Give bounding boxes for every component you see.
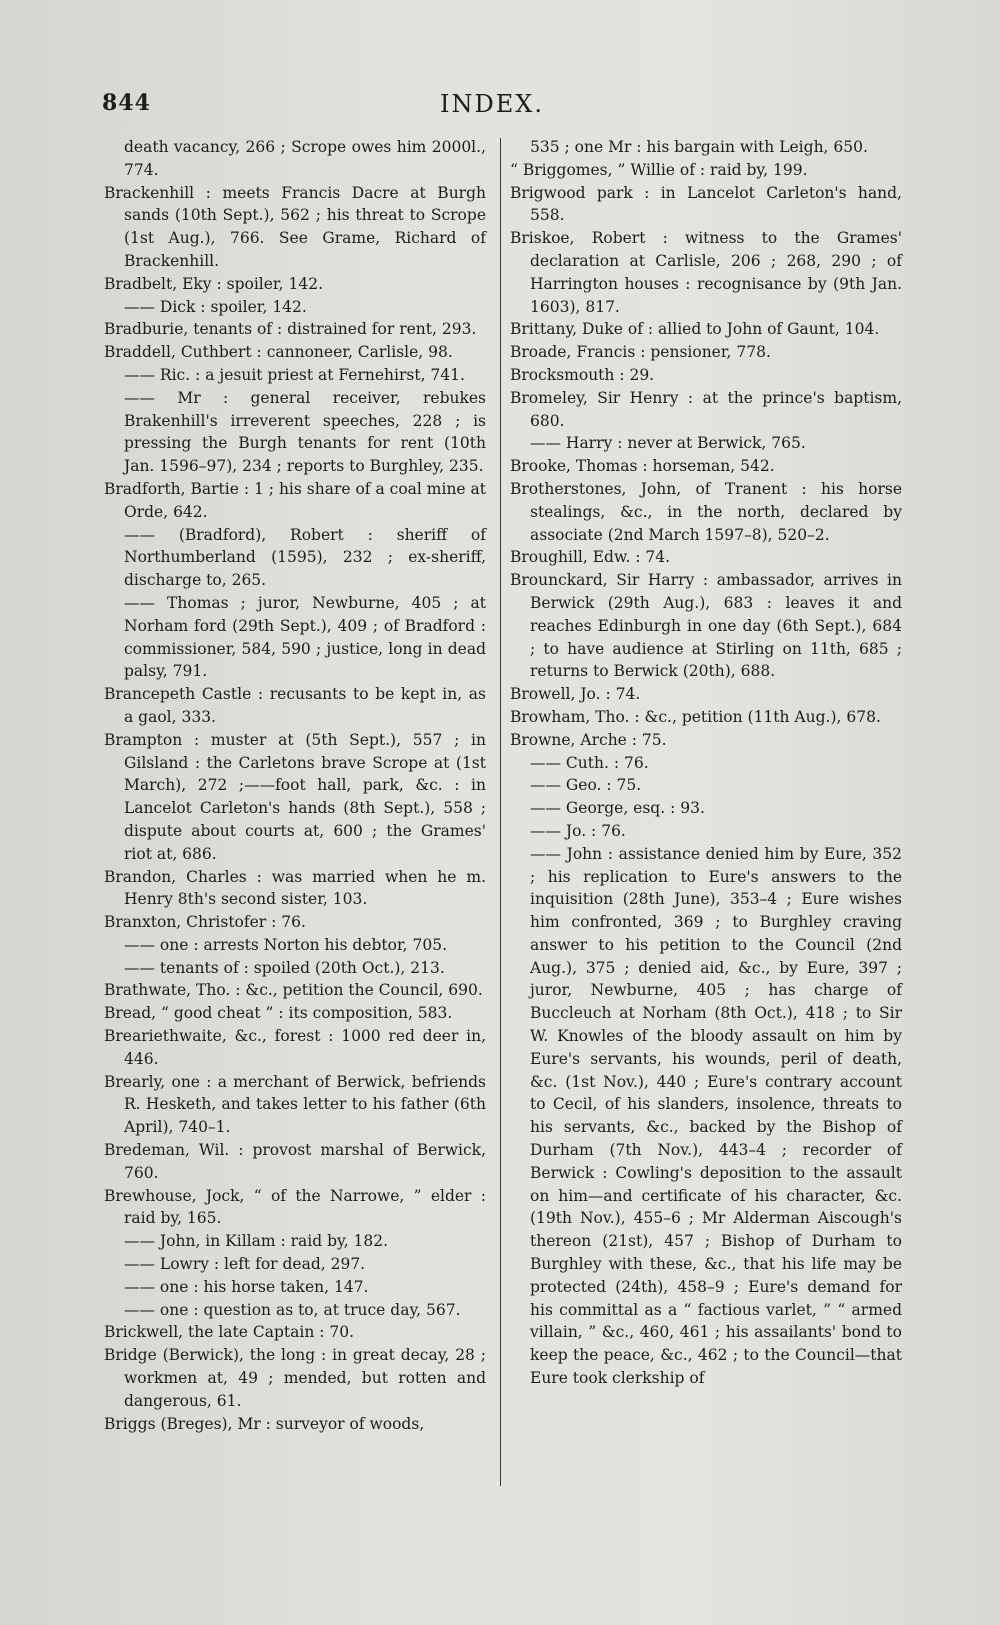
index-entry: —— Thomas ; juror, Newburne, 405 ; at Norham ford (29th Sept.), 409 ; of Bradford : commissioner, 584, 590 ; justice, long in dead palsy, 791. bbox=[124, 593, 486, 681]
index-entry: Bread, “ good cheat ” : its composition, 583. bbox=[104, 1004, 453, 1023]
index-entry: —— Cuth. : 76. bbox=[530, 753, 649, 772]
left-column bbox=[104, 136, 486, 1435]
index-entry: Branxton, Christofer : 76. bbox=[104, 913, 306, 932]
index-entry: Brotherstones, John, of Tranent : his horse stealings, &c., in the north, declared by associate (2nd March 1597–8), 520–2. bbox=[510, 479, 902, 544]
index-entry: Briggs (Breges), Mr : surveyor of woods, bbox=[104, 1414, 425, 1433]
index-entry: Brackenhill : meets Francis Dacre at Burgh sands (10th Sept.), 562 ; his threat to Scrope (1st Aug.), 766. See Grame, Richard of Brackenhill. bbox=[104, 183, 486, 270]
index-entry: —— (Bradford), Robert : sheriff of Northumberland (1595), 232 ; ex-sheriff, discharge to, 265. bbox=[124, 525, 486, 590]
index-entry: —— Geo. : 75. bbox=[530, 776, 642, 795]
index-entry: Brewhouse, Jock, “ of the Narrowe, ” elder : raid by, 165. bbox=[104, 1186, 486, 1228]
index-entry: —— one : arrests Norton his debtor, 705. bbox=[124, 935, 448, 954]
index-entry: Brickwell, the late Captain : 70. bbox=[104, 1323, 355, 1342]
index-entry: Bradburie, tenants of : distrained for rent, 293. bbox=[104, 320, 477, 339]
index-entry: —— Mr : general receiver, rebukes Brakenhill's irreverent speeches, 228 ; is pressing the Burgh tenants for rent (10th Jan. 1596–97), 234 ; reports to Burghley, 235. bbox=[124, 388, 486, 476]
index-entry: —— tenants of : spoiled (20th Oct.), 213. bbox=[124, 958, 445, 977]
index-entry: Brampton : muster at (5th Sept.), 557 ; in Gilsland : the Carletons brave Scrope at (1st March), 272 ;——foot hall, park, &c. : in Lancelot Carleton's hands (8th Sept.), 558 ; dispute about courts at, 600 ; the Grames' riot at, 686. bbox=[104, 730, 486, 863]
index-entry: Brittany, Duke of : allied to John of Gaunt, 104. bbox=[510, 320, 880, 339]
index-entry: Briskoe, Robert : witness to the Grames' declaration at Carlisle, 206 ; 268, 290 ; of Harrington houses : recognisance by (9th Jan. 1603), 817. bbox=[510, 229, 902, 316]
right-column bbox=[510, 136, 902, 1390]
index-entry: —— Lowry : left for dead, 297. bbox=[124, 1255, 366, 1274]
page-number: 844 bbox=[102, 90, 151, 116]
index-entry: Broughill, Edw. : 74. bbox=[510, 548, 671, 567]
index-entry: —— Ric. : a jesuit priest at Fernehirst, 741. bbox=[124, 365, 465, 384]
index-entry: —— one : question as to, at truce day, 567. bbox=[124, 1300, 461, 1319]
index-entry: Browell, Jo. : 74. bbox=[510, 685, 641, 704]
index-entry: Brigwood park : in Lancelot Carleton's hand, 558. bbox=[510, 183, 902, 225]
index-entry: Brearly, one : a merchant of Berwick, befriends R. Hesketh, and takes letter to his father (6th April), 740–1. bbox=[104, 1072, 486, 1137]
index-entry: Bromeley, Sir Henry : at the prince's baptism, 680. bbox=[510, 388, 902, 430]
index-entry: —— Harry : never at Berwick, 765. bbox=[530, 434, 806, 453]
index-entry: Browham, Tho. : &c., petition (11th Aug.), 678. bbox=[510, 707, 881, 726]
index-entry: Bradforth, Bartie : 1 ; his share of a coal mine at Orde, 642. bbox=[104, 479, 486, 521]
index-entry: “ Briggomes, ” Willie of : raid by, 199. bbox=[510, 160, 808, 179]
index-entry: —— George, esq. : 93. bbox=[530, 799, 705, 818]
index-entry: Bredeman, Wil. : provost marshal of Berwick, 760. bbox=[104, 1141, 486, 1182]
index-entry: Bridge (Berwick), the long : in great decay, 28 ; workmen at, 49 ; mended, but rotten and dangerous, 61. bbox=[104, 1346, 486, 1410]
index-entry: Brooke, Thomas : horseman, 542. bbox=[510, 457, 775, 476]
page-title: INDEX. bbox=[440, 90, 544, 118]
index-entry: —— John, in Killam : raid by, 182. bbox=[124, 1232, 389, 1251]
index-entry: Broade, Francis : pensioner, 778. bbox=[510, 343, 771, 362]
index-entry: —— Dick : spoiler, 142. bbox=[124, 297, 307, 316]
index-entry: Browne, Arche : 75. bbox=[510, 730, 667, 749]
index-entry: death vacancy, 266 ; Scrope owes him 2000l., 774. bbox=[124, 138, 486, 179]
index-entry: —— one : his horse taken, 147. bbox=[124, 1277, 369, 1296]
index-entry: 535 ; one Mr : his bargain with Leigh, 650. bbox=[530, 138, 868, 156]
index-entry: Brounckard, Sir Harry : ambassador, arrives in Berwick (29th Aug.), 683 : leaves it and reaches Edinburgh in one day (6th Sept.), 684 ; to have audience at Stirling on 11th, 685 ; returns to Berwick (20th), 688. bbox=[510, 571, 902, 681]
index-entry: —— John : assistance denied him by Eure, 352 ; his replication to Eure's answers to the inquisition (28th June), 353–4 ; Eure wishes him confronted, 369 ; to Burghley craving answer to his petition to the Council (2nd Aug.), 375 ; denied aid, &c., by Eure, 397 ; juror, Newburne, 405 ; has charge of Buccleuch at Norham (8th Oct.), 418 ; to Sir W. Knowles of the bloody assault on him by Eure's servants, his wounds, peril of death, &c. (1st Nov.), 440 ; Eure's contrary account to Cecil, of his slanders, insolence, threats to his servants, &c., backed by the Bishop of Durham (7th Nov.), 443–4 ; recorder of Berwick : Cowling's deposition to the assault on him—and certificate of his character, &c. (19th Nov.), 455–6 ; Mr Alderman Aiscough's thereon (21st), 457 ; Bishop of Durham to Burghley with these, &c., that his life may be protected (24th), 458–9 ; Eure's demand for his committal as a “ factious varlet, ” “ armed villain, ” &c., 460, 461 ; his assailants' bond to keep the peace, &c., 462 ; to the Council—that Eure took clerkship of bbox=[530, 844, 902, 1388]
index-entry: Brandon, Charles : was married when he m. Henry 8th's second sister, 103. bbox=[104, 867, 486, 909]
index-entry: Bradbelt, Eky : spoiler, 142. bbox=[104, 274, 324, 293]
page-header bbox=[0, 90, 1000, 130]
index-entry: Breariethwaite, &c., forest : 1000 red deer in, 446. bbox=[104, 1027, 486, 1068]
column-divider bbox=[500, 138, 501, 1486]
index-entry: Brancepeth Castle : recusants to be kept in, as a gaol, 333. bbox=[104, 685, 486, 726]
index-entry: —— Jo. : 76. bbox=[530, 821, 626, 840]
index-entry: Braddell, Cuthbert : cannoneer, Carlisle, 98. bbox=[104, 343, 453, 362]
index-entry: Brathwate, Tho. : &c., petition the Council, 690. bbox=[104, 981, 483, 1000]
index-entry: Brocksmouth : 29. bbox=[510, 365, 655, 384]
